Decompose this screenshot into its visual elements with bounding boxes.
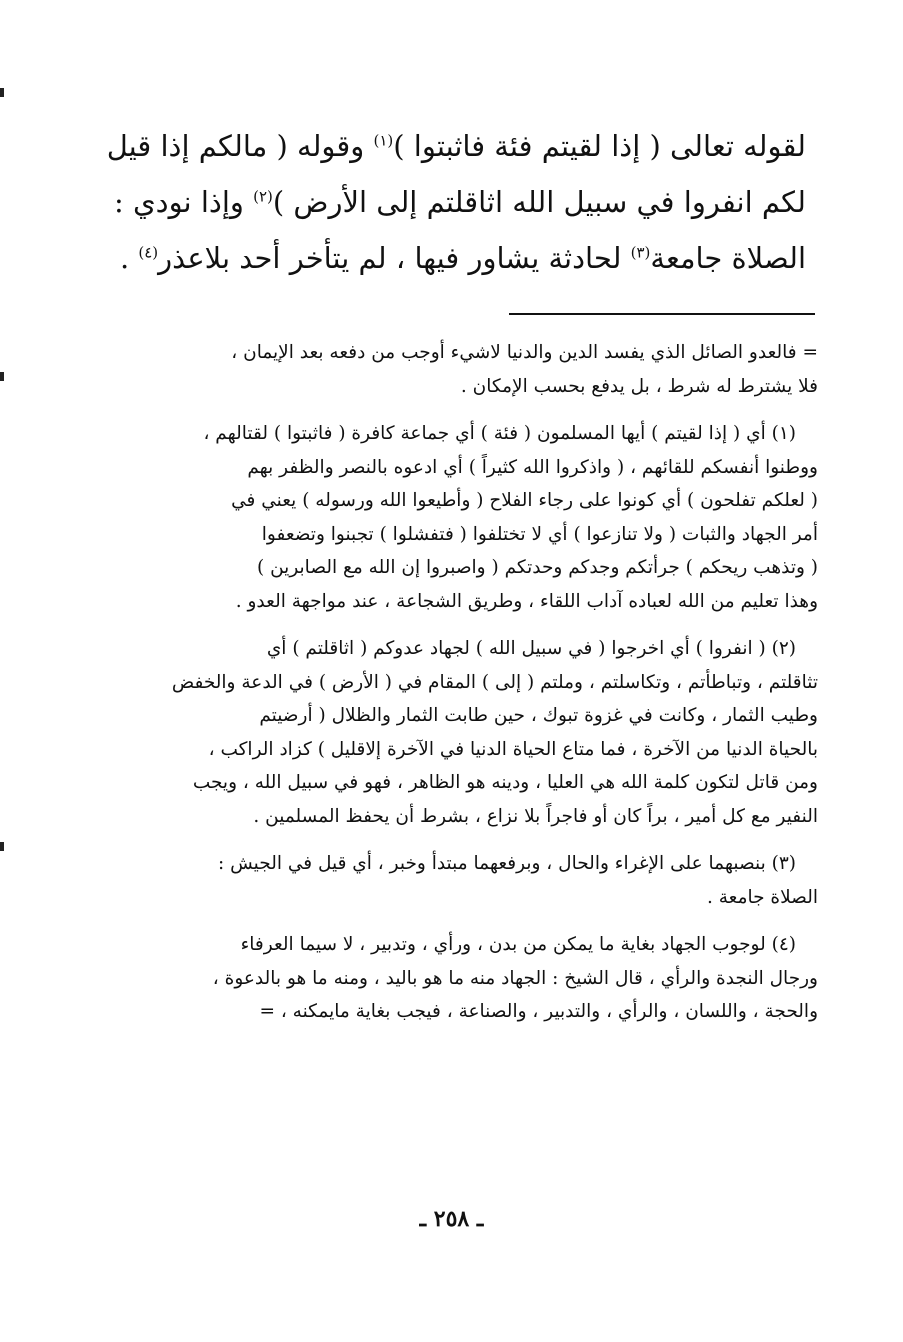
footnote-line: ورجال النجدة والرأي ، قال الشيخ : الجهاد منه ما هو باليد ، ومنه ما هو بالدعوة ، [212, 967, 818, 989]
footnote-line: (٣) بنصبهما على الإغراء والحال ، وبرفعهما مبتدأ وخبر ، أي قيل في الجيش : [217, 853, 796, 874]
footnote-ref: (٣) [630, 243, 651, 262]
main-text-line [78, 230, 806, 286]
main-text-block [78, 118, 806, 286]
footnote-line: (٢) ( انفروا ) أي اخرجوا ( في سبيل الله ) لجهاد عدوكم ( اثاقلتم ) أي [266, 638, 796, 659]
footnote-ref: (٢) [253, 187, 273, 206]
footnotes-block [78, 336, 818, 1043]
footnote-line: الصلاة جامعة . [706, 886, 818, 908]
footnote-line: وطيب الثمار ، وكانت في غزوة تبوك ، حين طابت الثمار والظلال ( أرضيتم [259, 705, 818, 726]
footnote-line: وهذا تعليم من الله لعباده آداب اللقاء ، وطريق الشجاعة ، عند مواجهة العدو . [235, 590, 818, 612]
footnote-line: النفير مع كل أمير ، براً كان أو فاجراً بلا نزاع ، بشرط أن يحفظ المسلمين . [253, 805, 818, 827]
margin-mark [0, 842, 4, 851]
main-text-segment: . [119, 241, 139, 275]
footnote-line: ( وتذهب ريحكم ) جرأتكم وجدكم وحدتكم ( واصبروا إن الله مع الصابرين ) [257, 557, 818, 578]
footnote-separator [509, 313, 815, 315]
footnote-4 [78, 928, 818, 1029]
main-text-segment: وقوله ( مالكم إذا قيل [106, 129, 374, 163]
footnote-ref: (١) [373, 131, 394, 150]
margin-mark [0, 88, 4, 97]
footnote-line: تثاقلتم ، وتباطأتم ، وتكاسلتم ، وملتم ( إلى ) المقام في ( الأرض ) في الدعة والخفض [171, 671, 818, 693]
main-text-line [78, 118, 806, 174]
margin-mark [0, 372, 4, 381]
footnote-line: أمر الجهاد والثبات ( ولا تنازعوا ) أي لا تختلفوا ( فتفشلوا ) تجبنوا وتضعفوا [261, 523, 818, 545]
main-text-segment: لقوله تعالى ( إذا لقيتم فئة فاثبتوا ) [393, 129, 806, 163]
page-number: ـ ٢٥٨ ـ [419, 1206, 484, 1232]
footnote-2 [78, 632, 818, 833]
footnote-line: فلا يشترط له شرط ، بل يدفع بحسب الإمكان . [460, 375, 818, 397]
main-text-segment: لحادثة يشاور فيها ، لم يتأخر أحد بلاعذر [158, 241, 631, 275]
main-text-line [78, 174, 806, 230]
footnote-line: ووطنوا أنفسكم للقائهم ، ( واذكروا الله كثيراً ) أي ادعوه بالنصر والظفر بهم [247, 456, 818, 478]
footnote-line: ومن قاتل لتكون كلمة الله هي العليا ، ودينه هو الظاهر ، فهو في سبيل الله ، ويجب [192, 772, 818, 793]
footnote-ref: (٤) [138, 243, 159, 262]
main-text-segment: وإذا نودي : [113, 185, 254, 219]
footnote-line: (١) أي ( إذا لقيتم ) أيها المسلمون ( فئة ) أي جماعة كافرة ( فاثبتوا ) لقتالهم ، [203, 423, 796, 444]
footnote-line: (٤) لوجوب الجهاد بغاية ما يمكن من بدن ، ورأي ، وتدبير ، لا سيما العرفاء [240, 934, 796, 955]
footnote-continuation [78, 336, 818, 403]
footnote-line: ( لعلكم تفلحون ) أي كونوا على رجاء الفلاح ( وأطيعوا الله ورسوله ) يعني في [231, 490, 818, 511]
footnote-line: = فالعدو الصائل الذي يفسد الدين والدنيا لاشيء أوجب من دفعه بعد الإيمان ، [231, 342, 818, 363]
footnote-line: والحجة ، واللسان ، والرأي ، والتدبير ، والصناعة ، فيجب بغاية مايمكنه ، = [259, 1001, 818, 1022]
footnote-3 [78, 847, 818, 914]
main-text-segment: الصلاة جامعة [650, 241, 806, 275]
footnote-1 [78, 417, 818, 618]
main-text-segment: لكم انفروا في سبيل الله اثاقلتم إلى الأرض ) [272, 185, 806, 219]
footnote-line: بالحياة الدنيا من الآخرة ، فما متاع الحياة الدنيا في الآخرة إلاقليل ) كزاد الراكب ، [208, 738, 818, 760]
